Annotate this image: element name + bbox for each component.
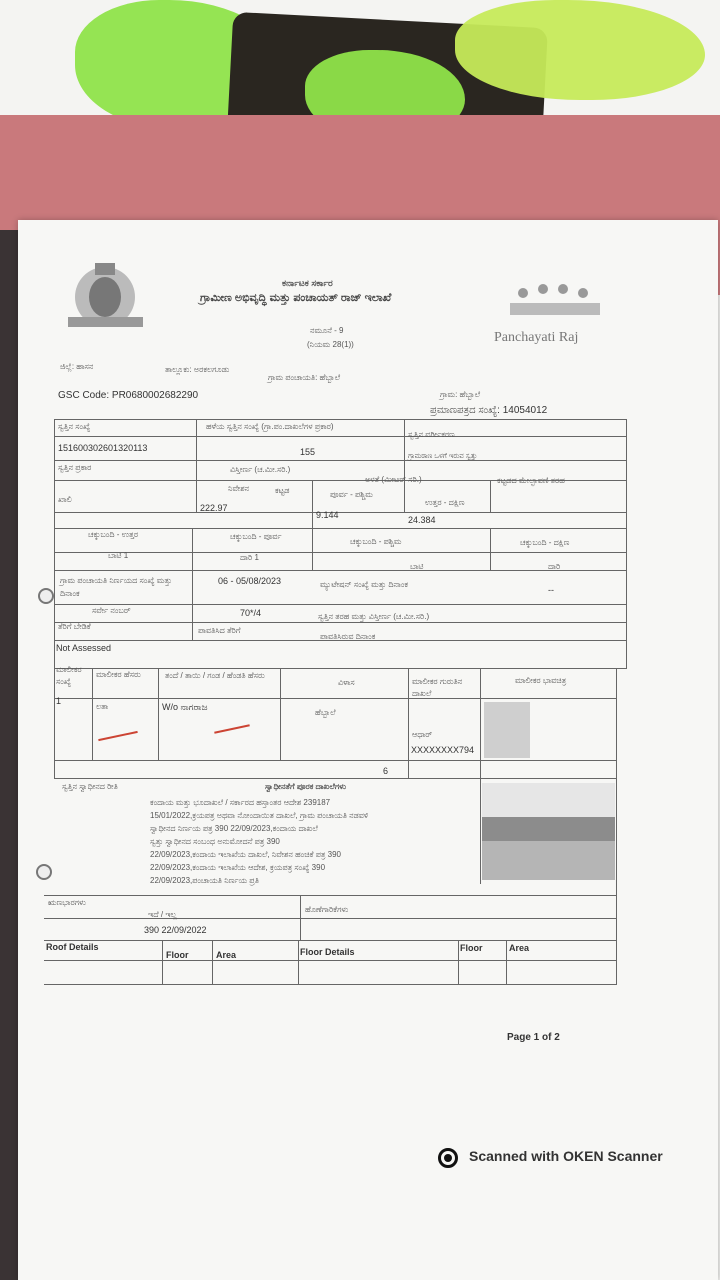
owner-address: ಹೆಬ್ಬಾಲೆ <box>315 708 336 717</box>
property-photo <box>482 783 615 880</box>
owner-photo <box>484 702 530 758</box>
grid-line <box>44 918 617 919</box>
measurement-label: ಅಳತೆ (ಮೀಟರ್ ಸರಿ.) <box>365 475 422 484</box>
document-line: ಸ್ವತ್ತು ಸ್ವಾಧೀನದ ಸಂಬಂಧ ಅನುಮೋದನೆ ಪತ್ರ 390 <box>150 837 280 846</box>
boundary-west: ಬಾಟಿ <box>410 562 424 571</box>
grid-line <box>54 760 617 761</box>
type-area-label: ಸ್ವತ್ತಿನ ತರಹ ಮತ್ತು ವಿಸ್ತೀರ್ಣ (ಚ.ಮೀ.ಸರಿ.) <box>318 612 430 621</box>
grid-line <box>280 668 281 760</box>
karnataka-emblem-icon <box>58 255 153 335</box>
encumbrance-ref: 390 22/09/2022 <box>144 925 207 935</box>
grid-line <box>298 940 299 984</box>
owner-name: ಲತಾ <box>96 702 109 711</box>
grid-line <box>92 668 93 760</box>
document-line: ಕಂದಾಯ ಮತ್ತು ಭೂದಾಖಲೆ / ಸರ್ಕಾರದ ಹಸ್ತಾಂತರ ಆದೇಶ 239187 <box>150 798 331 807</box>
mutation-label: ಮ್ಯುಟೇಷನ್ ಸಂಖ್ಯೆ ಮತ್ತು ದಿನಾಂಕ <box>320 580 408 589</box>
floor-header: Floor <box>460 943 483 953</box>
area-label: ವಿಸ್ತೀರ್ಣ (ಚ.ಮೀ.ಸರಿ.) <box>230 465 291 474</box>
grid-line <box>44 895 617 896</box>
certificate-number: ಪ್ರಮಾಣಪತ್ರದ ಸಂಖ್ಯೆ: 14054012 <box>430 405 548 416</box>
boundary-west-label: ಚಕ್ಕುಬಂದಿ - ಪಶ್ಚಿಮ <box>350 537 402 546</box>
grid-line <box>458 940 459 984</box>
grid-line <box>54 419 627 420</box>
roof-floor-header: Floor <box>166 950 189 960</box>
boundary-north: ಬಾಟಿ 1 <box>108 551 129 560</box>
north-south-label: ಉತ್ತರ - ದಕ್ಷಿಣ <box>425 498 465 507</box>
owner-photo-label: ಮಾಲೀಕರ ಭಾವಚಿತ್ರ <box>515 676 567 685</box>
form-number: ನಮೂನೆ - 9 <box>310 326 344 335</box>
site-label: ನಿವೇಶನ <box>228 484 250 493</box>
owner-relative: W/o ನಾಗರಾಜ <box>162 702 208 712</box>
tax-label: ತೆರಿಗೆ ಬೇಡಿಕೆ <box>58 622 91 631</box>
grid-line <box>158 668 159 760</box>
property-no-label: ಸ್ವತ್ತಿನ ಸಂಖ್ಯೆ <box>58 422 91 431</box>
oken-scanner-icon <box>438 1148 458 1168</box>
grid-line <box>212 940 213 984</box>
gram-panchayat: ಗ್ರಾಮ ಪಂಚಾಯತಿ: ಹೆಬ್ಬಾಲೆ <box>268 373 341 382</box>
grid-line <box>54 419 55 779</box>
grid-line <box>312 480 313 570</box>
tax-paid-label: ಪಾವತಿಸಿದ ತೆರಿಗೆ <box>198 626 241 635</box>
grid-line <box>44 984 617 985</box>
grid-line <box>480 668 481 884</box>
boundary-east-label: ಚಕ್ಕುಬಂದಿ - ಪೂರ್ವ <box>230 532 282 541</box>
documents-lines <box>150 796 478 887</box>
building-roof-label: ಕಟ್ಟಡದ ಮೇಲ್ಛಾವಣಿ ತರಹ <box>497 476 565 485</box>
grid-line <box>54 460 627 461</box>
grid-line <box>54 668 627 669</box>
boundary-south-label: ಚಕ್ಕುಬಂದಿ - ದಕ್ಷಿಣ <box>520 538 570 547</box>
owner-id-label: ಮಾಲೀಕರ ಗುರುತಿನ ದಾಖಲೆ <box>412 677 463 698</box>
east-west-label: ಪೂರ್ವ - ಪಶ್ಚಿಮ <box>330 490 373 499</box>
built-label: ಕಟ್ಟಡ <box>275 486 290 495</box>
binder-ring <box>38 588 54 604</box>
grid-line <box>54 570 627 571</box>
grid-line <box>54 436 627 437</box>
grid-line <box>54 698 617 699</box>
document-line: 22/09/2023,ಪಂಚಾಯತಿ ನಿರ್ಣಯ ಪ್ರತಿ <box>150 876 260 885</box>
documents-title: ಸ್ವಾಧೀನತೆಗೆ ಪೂರಕ ದಾಖಲೆಗಳು <box>265 782 347 791</box>
area-header: Area <box>509 943 530 953</box>
grid-line <box>404 419 405 513</box>
owner-name-label: ಮಾಲೀಕರ ಹೆಸರು <box>96 670 141 679</box>
resolution-value: 06 - 05/08/2023 <box>218 576 282 586</box>
grid-line <box>490 480 491 512</box>
property-type-label: ಸ್ವತ್ತಿನ ಪ್ರಕಾರ <box>58 463 92 472</box>
property-category: ಗ್ರಾಮಠಾಣ ಒಳಗೆ ಇರುವ ಸ್ವತ್ತು <box>408 453 478 460</box>
document-line: 15/01/2022,ಕ್ರಯಪತ್ರ ಅಥವಾ ನೋಂದಾಯಿತ ದಾಖಲೆ, ಗ್ರಾಮ ಪಂಚಾಯತಿ ನಡವಳಿ <box>150 811 369 820</box>
tax-date-label: ಪಾವತಿಸಿರುವ ದಿನಾಂಕ <box>320 632 376 641</box>
grid-line <box>54 528 627 529</box>
grid-line <box>54 512 627 513</box>
floor-details-label: Floor Details <box>300 947 355 957</box>
boundary-north-label: ಚಕ್ಕುಬಂದಿ - ಉತ್ತರ <box>88 530 139 539</box>
possession-label: ಸ್ವತ್ತಿನ ಸ್ವಾಧೀನದ ರೀತಿ <box>62 782 118 791</box>
district: ಜಿಲ್ಲೆ: ಹಾಸನ <box>60 362 94 371</box>
grid-line <box>44 960 617 961</box>
property-category-label: ಸ್ವತ್ತಿನ ವರ್ಗೀಕರಣ <box>408 430 455 439</box>
north-south: 24.384 <box>408 515 436 525</box>
site-area: 222.97 <box>200 503 228 513</box>
old-property-no: 155 <box>300 447 316 457</box>
boundary-south: ದಾರಿ <box>548 562 561 571</box>
roof-details-label: Roof Details <box>46 942 99 952</box>
grid-line <box>408 668 409 778</box>
east-west: 9.144 <box>316 510 339 520</box>
grid-line <box>54 622 627 623</box>
taluk: ತಾಲ್ಲೂಕು: ಅರಕಲಗೂಡು <box>165 365 230 374</box>
panchayati-raj-text: Panchayati Raj <box>494 330 579 345</box>
grid-line <box>162 940 163 984</box>
owner-no: 1 <box>56 696 62 706</box>
gsc-code: GSC Code: PR0680002682290 <box>58 390 199 401</box>
encumbrance-value: ಇದೆ / ಇಲ್ಲ <box>148 910 177 919</box>
liabilities-label: ಹೊಣೆಗಾರಿಕೆಗಳು <box>305 905 349 914</box>
owner-id-value: XXXXXXXX794 <box>411 745 475 755</box>
old-property-no-label: ಹಳೆಯ ಸ್ವತ್ತಿನ ಸಂಖ್ಯೆ (ಗ್ರಾ.ಪಂ.ದಾಖಲೆಗಳ ಪ್ರಕಾರ) <box>206 422 334 431</box>
grid-line <box>626 419 627 669</box>
survey-label: ಸರ್ವೇ ನಂಬರ್ <box>92 606 131 615</box>
scanner-watermark: Scanned with OKEN Scanner <box>469 1148 663 1164</box>
encumbrance-label: ಋಣಭಾರಗಳು <box>48 898 86 907</box>
document-line: 22/09/2023,ಕಂದಾಯ ಇಲಾಖೆಯ ಆದೇಶ, ಕ್ರಯಪತ್ರ ಸಂಖ್ಯೆ 390 <box>150 863 326 872</box>
village: ಗ್ರಾಮ: ಹೆಬ್ಬಾಲೆ <box>440 390 481 399</box>
survey-value: 70*/4 <box>240 608 262 618</box>
panchayati-raj-logo-icon <box>505 283 605 328</box>
grid-line <box>196 419 197 513</box>
grid-line <box>616 668 617 984</box>
grid-line <box>44 940 617 941</box>
document-line: 22/09/2023,ಕಂದಾಯ ಇಲಾಖೆಯ ದಾಖಲೆ, ನಿವೇಶನ ಹಂಚಿಕೆ ಪತ್ರ 390 <box>150 850 341 859</box>
grid-line <box>192 528 193 640</box>
rule-number: (ನಿಯಮ 28(1)) <box>307 340 354 349</box>
department-title: ಗ್ರಾಮೀಣ ಅಭಿವೃದ್ಧಿ ಮತ್ತು ಪಂಚಾಯತ್ ರಾಜ್ ಇಲಾಖೆ <box>200 292 392 304</box>
boundary-east: ದಾರಿ 1 <box>240 553 259 562</box>
state-government: ಕರ್ನಾಟಕ ಸರ್ಕಾರ <box>282 278 333 288</box>
tax-value: Not Assessed <box>56 643 112 653</box>
document-line: ಸ್ವಾಧೀನದ ನಿರ್ಣಯ ಪತ್ರ 390 22/09/2023,ಕಂದಾಯ ದಾಖಲೆ <box>150 824 318 833</box>
property-no: 151600302601320113 <box>58 443 148 453</box>
grid-line <box>490 528 491 570</box>
mutation-value: -- <box>548 585 554 595</box>
grid-line <box>54 778 617 779</box>
property-type: ಖಾಲಿ <box>58 495 72 504</box>
owner-relative-label: ತಂದೆ / ತಾಯಿ / ಗಂಡ / ಹೆಂಡತಿ ಹೆಸರು <box>165 671 265 680</box>
grid-line <box>54 604 627 605</box>
document-page <box>18 220 718 1280</box>
owner-no-label: ಮಾಲೀಕರ ಸಂಖ್ಯೆ <box>56 665 82 686</box>
owner-address-label: ವಿಳಾಸ <box>338 678 355 687</box>
owner-id-type: ಆಧಾರ್ <box>412 730 433 739</box>
grid-line <box>54 552 627 553</box>
roof-area-header: Area <box>216 950 237 960</box>
grid-line <box>300 895 301 940</box>
binder-ring <box>36 864 52 880</box>
page-number: Page 1 of 2 <box>507 1032 560 1043</box>
owner-count: 6 <box>383 766 389 776</box>
resolution-label: ಗ್ರಾಮ ಪಂಚಾಯತಿ ನಿರ್ಣಯದ ಸಂಖ್ಯೆ ಮತ್ತು ದಿನಾಂಕ <box>60 576 172 598</box>
grid-line <box>506 940 507 984</box>
